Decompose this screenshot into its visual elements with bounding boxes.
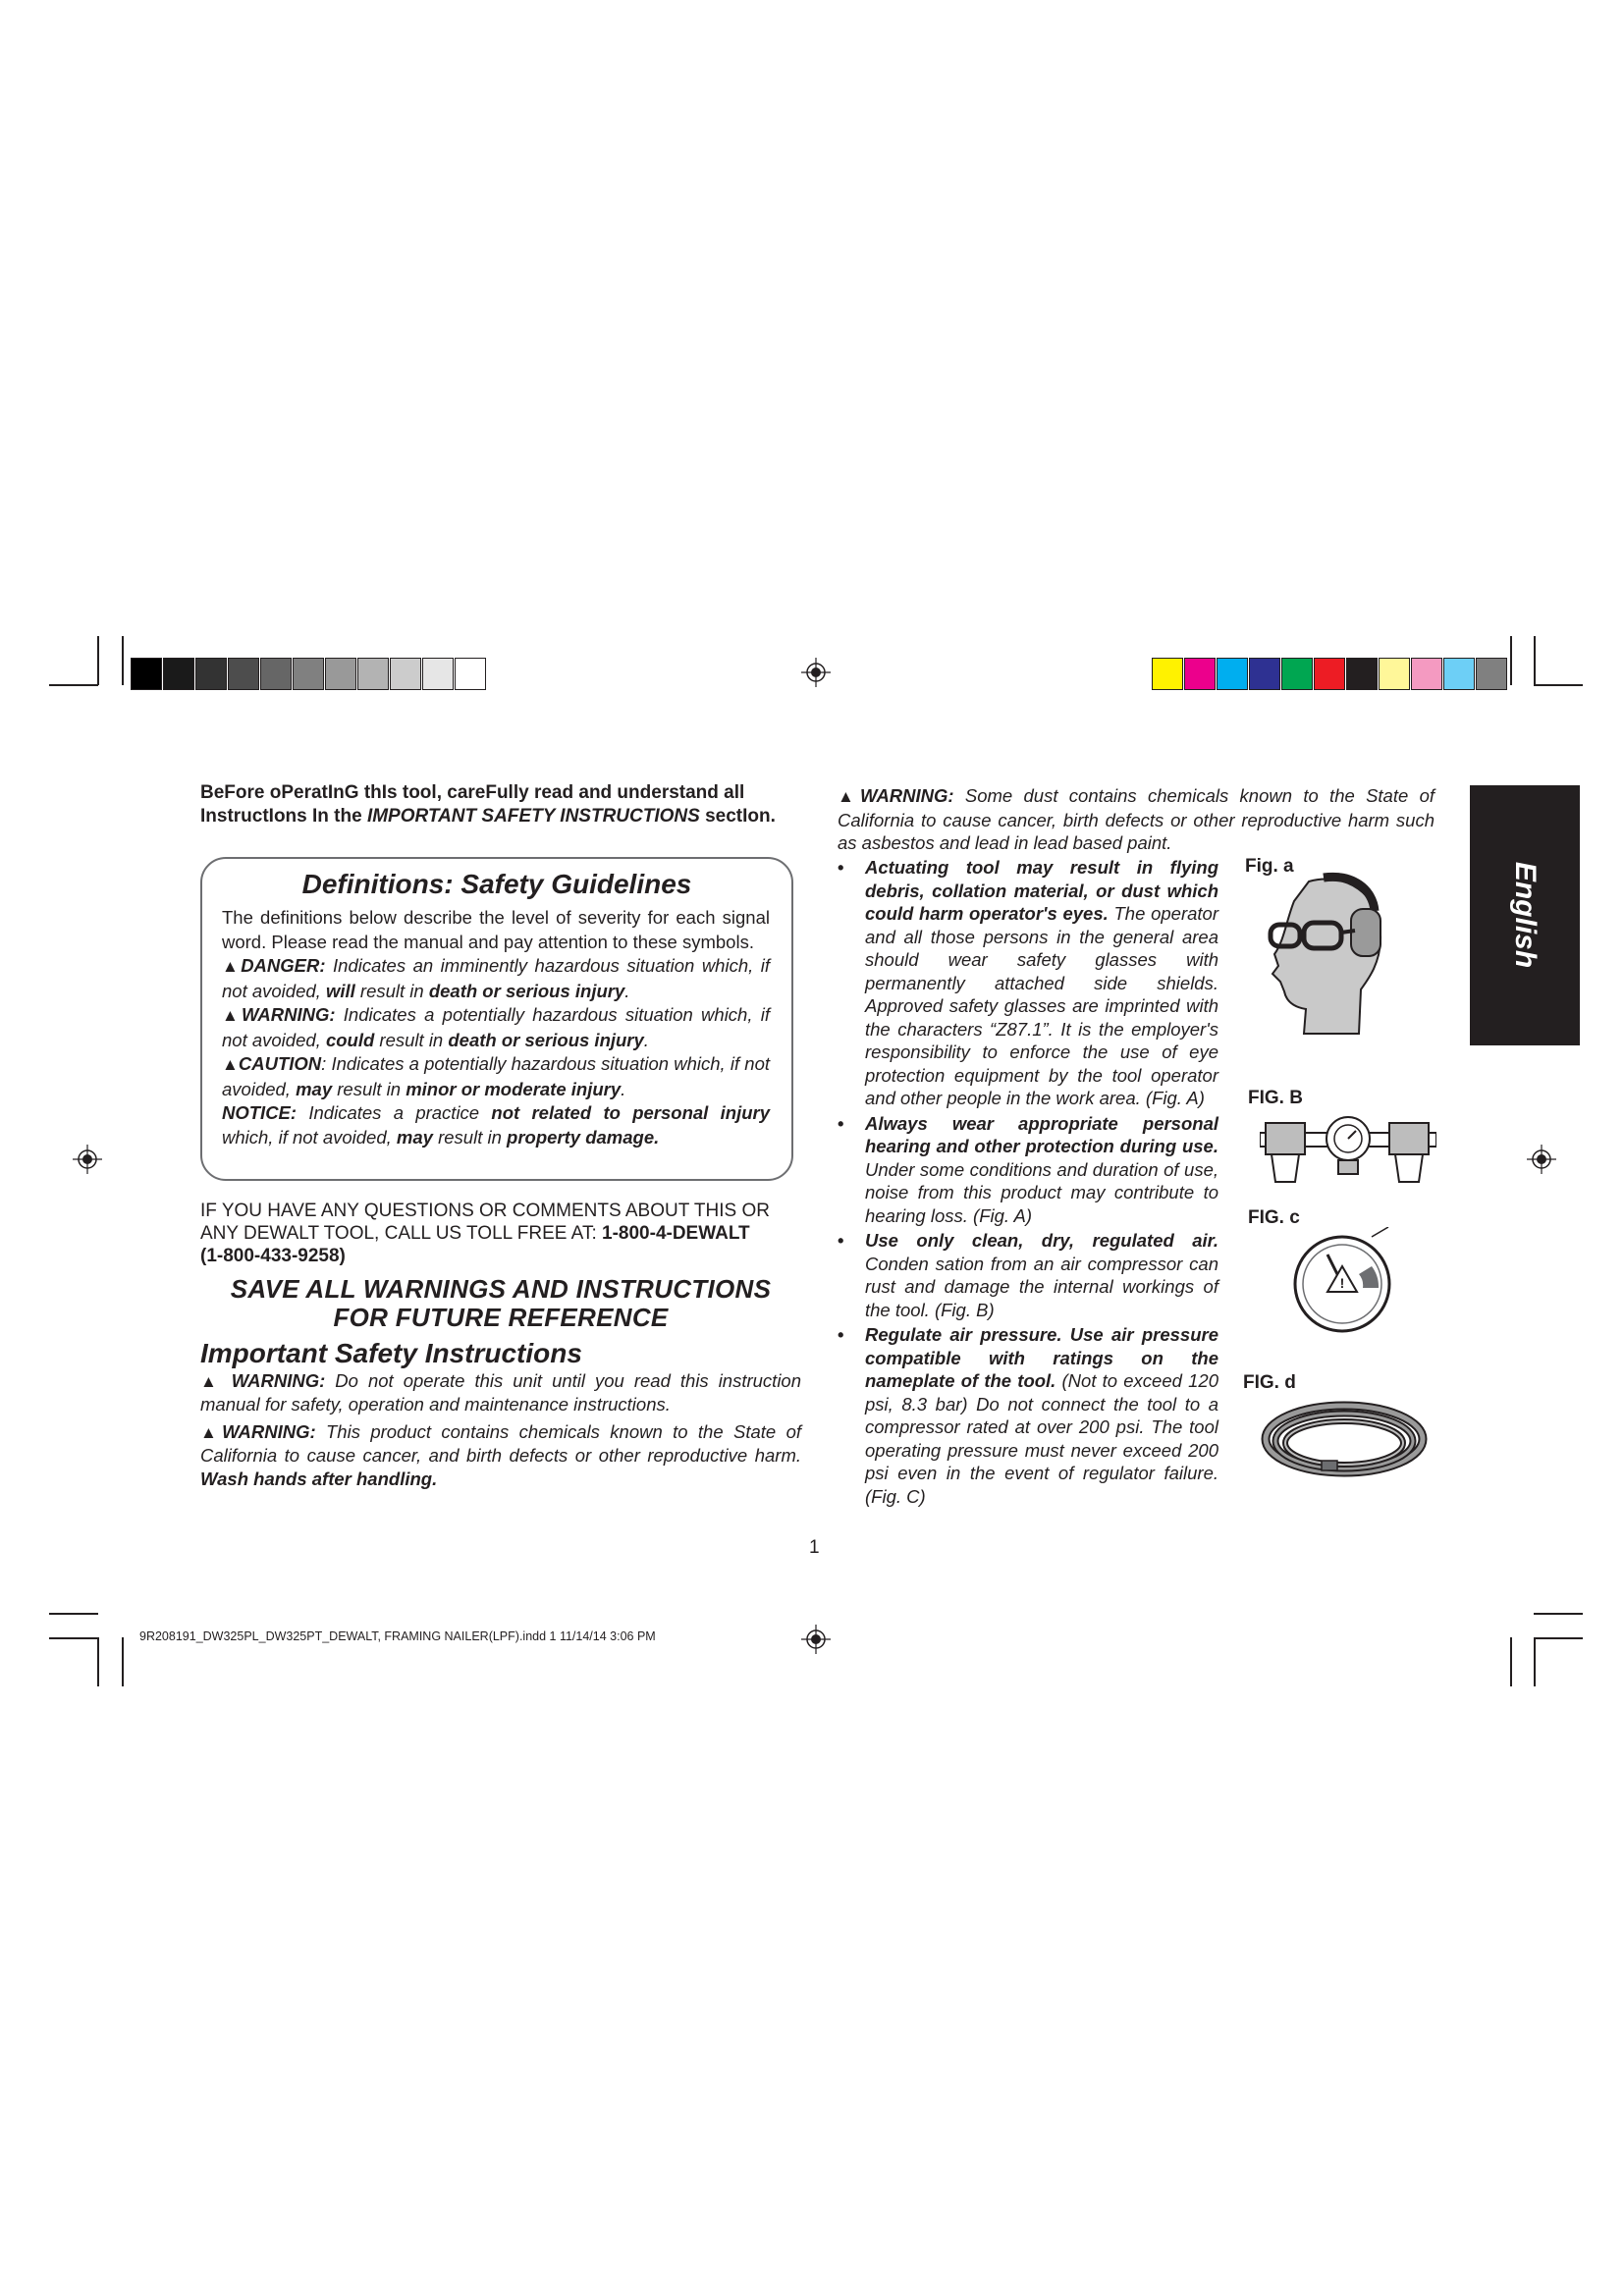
color-swatch [325,658,356,690]
color-swatch [131,658,162,690]
color-swatch [1217,658,1248,690]
fig-c-label: FIG. c [1248,1207,1300,1228]
notice-definition: NOTICE: Indicates a practice not related to personal injury which, if not avoided, may result in property damage. [222,1102,770,1148]
warning-chemicals: ▲WARNING: This product contains chemicals known to the State of California to cause cancer, and birth defects or other reproductive harm. Wash hands after handling. [200,1420,801,1489]
bullet-regulate-pressure: • Regulate air pressure. Use air pressure compatible with ratings on the nameplate of the tool. (Not to exceed 120 psi, 8.3 bar) Do not connect the tool to a compressor rated at over 200 psi. The tool operating pressure must never exceed 200 psi even in the event of regulator failure. (Fig. C) [838,1324,1218,1507]
color-swatch [1411,658,1442,690]
color-swatch [1314,658,1345,690]
color-swatch [195,658,227,690]
contact-info: IF YOU HAVE ANY QUESTIONS OR COMMENTS ABOUT THIS OR ANY DEWALT TOOL, CALL US TOLL FREE AT: 1-800-4-DEWALT (1-800-433-9258) [200,1201,770,1266]
bullet-hearing-protection: • Always wear appropriate personal hearing and other protection during use. Under some conditions and duration of use, noise from this product may contribute to hearing loss. (Fig. A) [838,1112,1218,1226]
color-swatch [1184,658,1216,690]
file-footer: 9R208191_DW325PL_DW325PT_DEWALT, FRAMING NAILER(LPF).indd 1 11/14/14 3:06 PM [139,1629,656,1643]
left-column [200,781,801,828]
color-swatch [390,658,421,690]
warning-triangle-icon: ▲ [200,1371,222,1391]
definitions-intro: The definitions below describe the level of severity for each signal word. Please read the manual and pay attention to these symbols. [222,907,770,952]
registration-mark-icon [1527,1145,1556,1174]
fig-d-label: FIG. d [1243,1372,1296,1393]
head-with-safety-glasses-icon [1265,872,1392,1039]
intro-notice [200,781,801,828]
svg-text:!: ! [1339,1275,1345,1291]
intro-emphasis: IMPORTANT SAFETY INSTRUCTIONS [366,806,700,827]
color-swatch [357,658,389,690]
registration-mark-icon [801,1625,831,1654]
warning-triangle-icon: ▲ [222,1006,242,1025]
registration-mark-icon [801,658,831,687]
caution-definition: ▲CAUTION: Indicates a potentially hazardous situation which, if not avoided, may result in minor or moderate injury. [222,1053,770,1099]
pressure-gauge-icon [1288,1227,1396,1335]
definitions-body [202,906,791,1149]
save-warnings-heading: SAVE ALL WARNINGS AND INSTRUCTIONS FOR FUTURE REFERENCE [230,1274,772,1332]
language-tab [1470,785,1580,1045]
color-swatch [228,658,259,690]
left-column-lower [200,1200,801,1490]
color-swatch [1379,658,1410,690]
color-swatch [1443,658,1475,690]
bullet-clean-air: • Use only clean, dry, regulated air. Conden sation from an air compressor can rust and damage the internal workings of the tool. (Fig. B) [838,1230,1218,1320]
color-swatch [1476,658,1507,690]
color-swatch [422,658,454,690]
color-swatch [1152,658,1183,690]
warning-triangle-icon: ▲ [222,1055,239,1074]
warning-triangle-icon: ▲ [222,957,242,976]
fig-b-label: FIG. B [1248,1088,1303,1108]
intro-text-end: sectIon. [699,806,776,827]
color-swatch [260,658,292,690]
color-swatch [1281,658,1313,690]
danger-definition: ▲DANGER: Indicates an imminently hazardous situation which, if not avoided, will result in death or serious injury. [222,955,771,1001]
warning-definition: ▲WARNING: Indicates a potentially hazardous situation which, if not avoided, could result in death or serious injury. [222,1004,770,1050]
warning-triangle-icon: ▲ [200,1422,223,1442]
important-safety-heading: Important Safety Instructions [200,1338,582,1368]
color-swatch [1249,658,1280,690]
right-bullets [834,856,1236,1508]
language-tab-label: English [1509,861,1542,969]
page-number: 1 [809,1537,820,1558]
warning-read-manual: ▲ WARNING: Do not operate this unit until you read this instruction manual for safety, operation and maintenance instructions. [200,1369,802,1415]
color-swatch [455,658,486,690]
intro-text: BeFore oPeratInG thIs tool, careFully read and understand all InstructIons In the [200,782,745,827]
air-hose-coil-icon [1261,1400,1428,1480]
color-swatch [1346,658,1378,690]
registration-mark-icon [73,1145,102,1174]
definitions-title: Definitions: Safety Guidelines [301,869,692,899]
air-filter-regulator-icon [1260,1109,1436,1194]
right-warning: ▲WARNING: Some dust contains chemicals known to the State of California to cause cancer, birth defects or other reproductive harm such as asbestos and lead in lead based paint. [838,785,1435,853]
definitions-box [200,857,793,1181]
warning-triangle-icon: ▲ [838,787,860,806]
bullet-eye-protection: • Actuating tool may result in flying debris, collation material, or dust which could harm operator's eyes. The operator and all those persons in the general area should wear safety glasses with permanently attached side shields. Approved safety glasses are imprinted with the characters “Z87.1”. It is the employer's responsibility to enforce the use of eye protection equipment by the tool operator and other people in the work area. (Fig. A) [838,857,1218,1108]
fig-a-label: Fig. a [1245,856,1294,877]
color-swatch [293,658,324,690]
color-swatch [163,658,194,690]
